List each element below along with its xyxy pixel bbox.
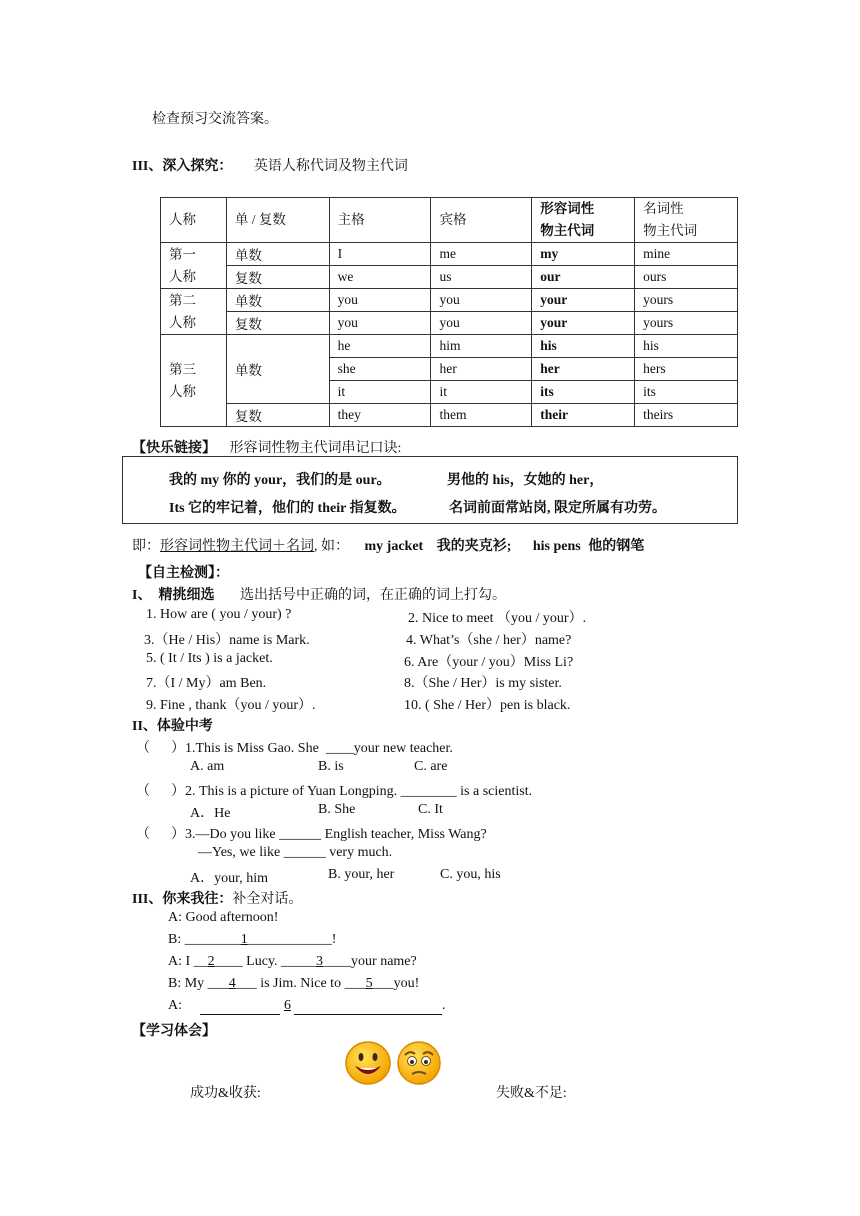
blank-number: 1 <box>240 932 248 947</box>
table-cell: 单数 <box>226 243 329 266</box>
person-label: 第三 人称 <box>161 335 227 427</box>
success-label: 成功&收获: <box>190 1086 261 1101</box>
table-row <box>161 312 738 335</box>
exercise-item: 8.（She / Her）is my sister. <box>404 676 562 691</box>
dialog-text: ____________! <box>247 932 337 947</box>
table-cell: ours <box>635 266 738 289</box>
table-row <box>161 289 738 312</box>
option: A. am <box>190 759 225 774</box>
dialog-text: A: I __ <box>168 954 208 969</box>
header-cell: 名词性 物主代词 <box>635 198 738 243</box>
mnemonic-line: Its 它的牢记着，他们的 their 指复数。 <box>169 501 406 516</box>
table-cell: he <box>329 335 431 358</box>
dialog-heading <box>132 888 302 908</box>
dialog-text: B: My ___ <box>168 976 229 991</box>
part1-label: I、 精挑细选 <box>132 588 215 603</box>
section3-heading <box>132 155 408 175</box>
header-cell: 人称 <box>161 198 227 243</box>
table-row <box>161 266 738 289</box>
table-row <box>161 243 738 266</box>
worried-face-icon <box>396 1040 442 1086</box>
exercise-item: 7.（I / My）am Ben. <box>146 676 267 691</box>
table-cell: its <box>635 381 738 404</box>
table-cell: 复数 <box>226 312 329 335</box>
dialog-line <box>168 998 182 1014</box>
table-cell: you <box>431 312 532 335</box>
happy-link-title: 形容词性物主代词串记口诀: <box>229 441 402 456</box>
exercise-item: 10. ( She / Her）pen is black. <box>404 698 571 713</box>
exercise-item: 1. How are ( you / your) ? <box>146 607 292 622</box>
answer-blank-line <box>294 1014 442 1015</box>
failure-label: 失败&不足: <box>496 1086 567 1101</box>
exam-question-continued: —Yes, we like ______ very much. <box>198 845 393 860</box>
table-cell: yours <box>635 312 738 335</box>
dialog-text: ____ Lucy. _____ <box>214 954 317 969</box>
blank-number: 4 <box>228 976 236 991</box>
example-en: my jacket <box>364 539 424 554</box>
self-test-label: 【自主检测】： <box>138 566 229 581</box>
smile-face-icon <box>344 1040 392 1086</box>
dialog-text: ____your name? <box>323 954 417 969</box>
reflection-label: 【学习体会】 <box>132 1024 216 1039</box>
exam-label: II、体验中考 <box>132 719 213 734</box>
blank-number: 6 <box>284 998 291 1013</box>
header-cell: 形容词性 物主代词 <box>532 198 635 243</box>
table-header-row <box>161 198 738 243</box>
table-cell: his <box>532 335 635 358</box>
exercise-item: 5. ( It / Its ) is a jacket. <box>146 651 273 666</box>
example-en: his pens <box>532 539 581 554</box>
mnemonic-box <box>122 456 738 524</box>
table-cell: 单数 <box>226 289 329 312</box>
dialog-instruction: 补全对话。 <box>232 892 303 907</box>
dialog-line: A: Good afternoon! <box>168 910 279 925</box>
blank-number: 3 <box>316 954 324 969</box>
table-cell: theirs <box>635 404 738 427</box>
dialog-text: ___you! <box>372 976 420 991</box>
rule-line <box>132 535 644 555</box>
table-cell: your <box>532 312 635 335</box>
happy-link-heading <box>132 437 401 457</box>
table-cell: it <box>329 381 431 404</box>
table-cell: you <box>329 312 431 335</box>
rule-formula: 形容词性物主代词＋名词 <box>160 539 314 554</box>
option: C. are <box>414 759 448 774</box>
person-label: 第二 人称 <box>161 289 227 335</box>
header-cell: 单 / 复数 <box>226 198 329 243</box>
exercise-item: 4. What’s（she / her）name? <box>406 633 572 648</box>
exercise-item: 2. Nice to meet （you / your）. <box>408 611 587 626</box>
person-label: 第一 人称 <box>161 243 227 289</box>
option: C. It <box>418 802 443 817</box>
dialog-text: A: <box>168 998 182 1013</box>
table-cell: she <box>329 358 431 381</box>
table-cell: mine <box>635 243 738 266</box>
exam-question: （ ）1.This is Miss Gao. She ____your new teacher. <box>136 741 453 756</box>
example-cn: 我的夹克衫; <box>436 539 512 554</box>
part1-heading <box>132 584 506 604</box>
dialog-label: III、你来我往： <box>132 892 233 907</box>
exercise-item: 6. Are（your / you）Miss Li? <box>404 655 574 670</box>
table-cell: it <box>431 381 532 404</box>
table-cell: 复数 <box>226 404 329 427</box>
table-row <box>161 404 738 427</box>
dialog-text: B: ________ <box>168 932 241 947</box>
exercise-item: 9. Fine , thank（you / your）. <box>146 698 316 713</box>
table-row <box>161 335 738 358</box>
table-cell: him <box>431 335 532 358</box>
table-cell: you <box>329 289 431 312</box>
pronoun-table <box>160 197 738 427</box>
intro-text: 检查预习交流答案。 <box>152 112 278 127</box>
option: A．your, him <box>190 871 268 886</box>
table-cell: its <box>532 381 635 404</box>
table-cell: hers <box>635 358 738 381</box>
answer-blank-line <box>200 1014 280 1015</box>
table-cell: your <box>532 289 635 312</box>
option: B. your, her <box>328 867 395 882</box>
option: B. is <box>318 759 344 774</box>
mnemonic-line: 名词前面常站岗, 限定所属有功劳。 <box>449 501 666 516</box>
table-cell: you <box>431 289 532 312</box>
dialog-text: ___ is Jim. Nice to ___ <box>235 976 366 991</box>
exercise-item: 3.（He / His）name is Mark. <box>144 633 310 648</box>
section3-label: III、深入探究： <box>132 159 233 174</box>
exam-question: （ ）3.—Do you like ______ English teacher, Miss Wang? <box>136 827 487 842</box>
rule-mid: , 如： <box>314 539 349 554</box>
dialog-line <box>168 954 417 970</box>
table-cell: them <box>431 404 532 427</box>
option: B. She <box>318 802 356 817</box>
table-cell: her <box>532 358 635 381</box>
happy-link-label: 【快乐链接】 <box>132 441 216 456</box>
table-cell: 复数 <box>226 266 329 289</box>
dialog-line <box>168 932 336 948</box>
blank-number: 5 <box>365 976 373 991</box>
rule-prefix: 即： <box>132 539 160 554</box>
option: A．He <box>190 806 231 821</box>
section3-title: 英语人称代词及物主代词 <box>253 159 408 174</box>
table-cell: we <box>329 266 431 289</box>
mnemonic-line: 我的 my 你的 your，我们的是 our。 <box>169 473 391 488</box>
dialog-period: . <box>442 998 446 1013</box>
table-cell: yours <box>635 289 738 312</box>
table-cell: my <box>532 243 635 266</box>
table-cell: her <box>431 358 532 381</box>
table-cell: I <box>329 243 431 266</box>
exam-question: （ ）2. This is a picture of Yuan Longping. ________ is a scientist. <box>136 784 533 799</box>
header-cell: 宾格 <box>431 198 532 243</box>
table-cell: us <box>431 266 532 289</box>
table-cell: our <box>532 266 635 289</box>
part1-instruction: 选出括号中正确的词，在正确的词上打勾。 <box>239 588 506 603</box>
table-cell: their <box>532 404 635 427</box>
mnemonic-line: 男他的 his，女她的 her， <box>447 473 604 488</box>
example-cn: 他的钢笔 <box>588 539 645 554</box>
table-cell: me <box>431 243 532 266</box>
dialog-line <box>168 976 419 992</box>
table-cell: 单数 <box>226 335 329 404</box>
header-cell: 主格 <box>329 198 431 243</box>
table-cell: they <box>329 404 431 427</box>
option: C. you, his <box>440 867 501 882</box>
blank-number: 2 <box>207 954 215 969</box>
table-cell: his <box>635 335 738 358</box>
